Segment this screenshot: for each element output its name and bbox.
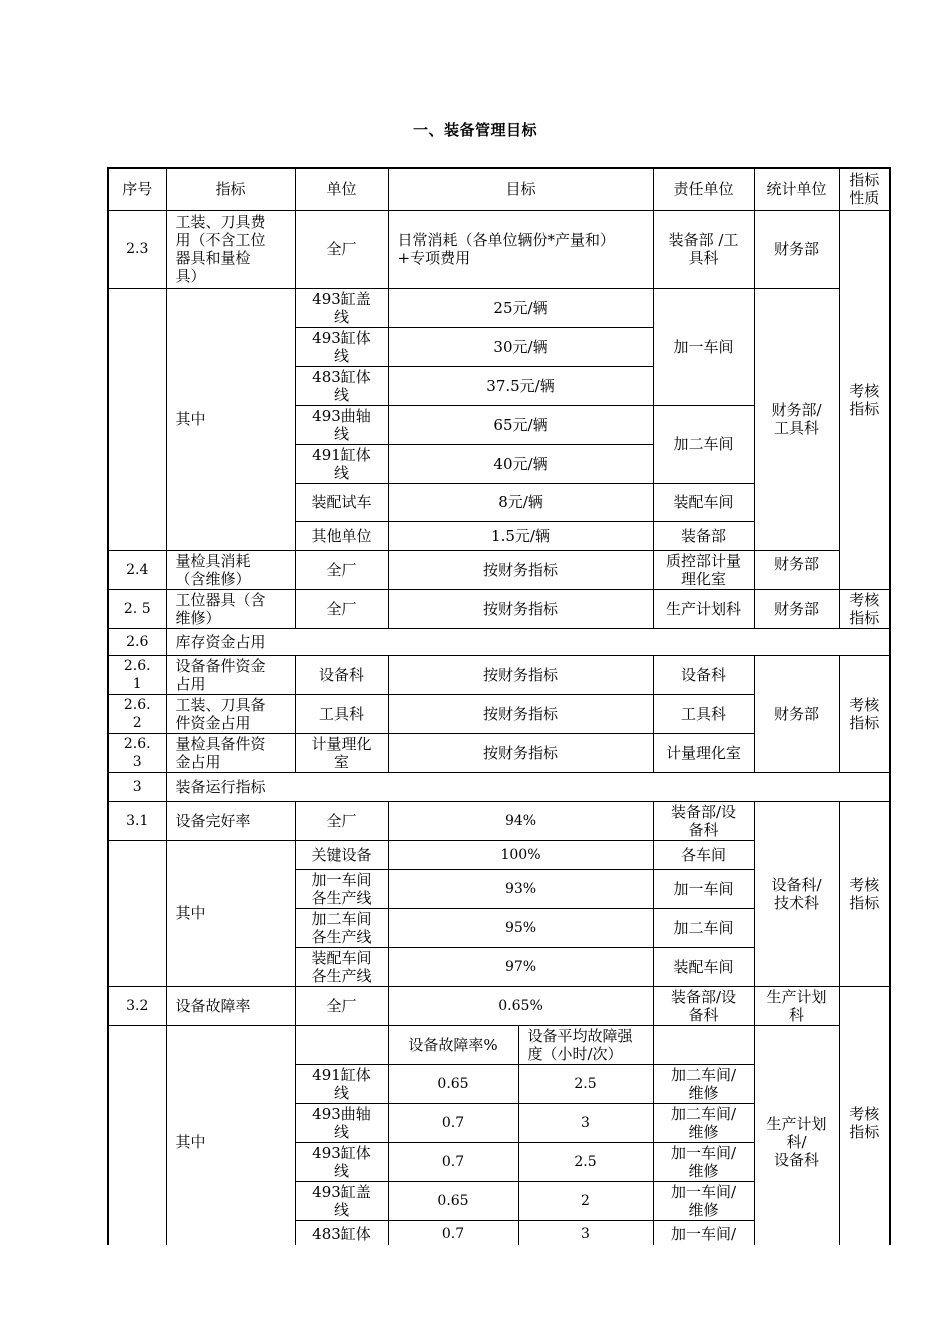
responsible-cell: 各车间	[653, 840, 754, 869]
section-row	[109, 628, 889, 655]
unit-cell: 全厂	[295, 986, 388, 1025]
stat-unit-cell: 财务部	[754, 589, 839, 628]
target-cell: 100%	[388, 840, 653, 869]
target-cell: 40元/辆	[388, 444, 653, 483]
fault-rate-cell: 0.65	[388, 1181, 518, 1220]
fault-intensity-cell: 3	[518, 1103, 653, 1142]
responsible-cell: 加一车间/	[653, 1220, 754, 1245]
nature-cell: 考核 指标	[839, 655, 889, 772]
header-target: 目标	[388, 169, 653, 210]
target-cell: 按财务指标	[388, 589, 653, 628]
header-responsible: 责任单位	[653, 169, 754, 210]
header-seq: 序号	[109, 169, 166, 210]
unit-cell: 关键设备	[295, 840, 388, 869]
nature-cell: 考核 指标	[839, 986, 889, 1245]
stat-unit-cell: 生产计划 科	[754, 986, 839, 1025]
unit-cell: 其他单位	[295, 521, 388, 550]
seq-cell: 3.1	[109, 801, 166, 840]
target-cell: 94%	[388, 801, 653, 840]
unit-cell: 设备科	[295, 655, 388, 694]
responsible-cell: 设备科	[653, 655, 754, 694]
target-cell: 8元/辆	[388, 483, 653, 521]
unit-cell: 装配车间 各生产线	[295, 947, 388, 986]
indicator-cell: 设备完好率	[166, 801, 295, 840]
responsible-cell	[653, 1025, 754, 1064]
unit-cell: 加二车间 各生产线	[295, 908, 388, 947]
fault-intensity-cell: 2.5	[518, 1064, 653, 1103]
fault-rate-cell: 0.7	[388, 1220, 518, 1245]
indicator-cell: 其中	[166, 840, 295, 986]
table-row	[109, 210, 889, 288]
indicator-cell: 设备故障率	[166, 986, 295, 1025]
unit-cell: 491缸体 线	[295, 1064, 388, 1103]
unit-cell: 加一车间 各生产线	[295, 869, 388, 908]
unit-cell: 493缸盖 线	[295, 1181, 388, 1220]
seq-cell	[109, 288, 166, 550]
header-unit: 单位	[295, 169, 388, 210]
indicator-cell: 工位器具（含 维修）	[166, 589, 295, 628]
responsible-cell: 工具科	[653, 694, 754, 733]
table-row	[109, 801, 889, 840]
header-nature: 指标 性质	[839, 169, 889, 210]
unit-cell: 493曲轴 线	[295, 405, 388, 444]
seq-cell: 2.6. 2	[109, 694, 166, 733]
fault-rate-cell: 0.7	[388, 1103, 518, 1142]
responsible-cell: 装备部/设 备科	[653, 986, 754, 1025]
unit-cell: 工具科	[295, 694, 388, 733]
page-title: 一、装备管理目标	[412, 121, 537, 139]
header-indicator: 指标	[166, 169, 295, 210]
seq-cell: 2.6	[109, 628, 166, 655]
indicator-cell: 其中	[166, 1025, 295, 1245]
unit-cell: 483缸体	[295, 1220, 388, 1245]
seq-cell: 2.4	[109, 550, 166, 589]
table-row	[109, 1025, 889, 1064]
unit-cell: 全厂	[295, 550, 388, 589]
responsible-cell: 加二车间	[653, 405, 754, 483]
target-cell: 95%	[388, 908, 653, 947]
unit-cell: 491缸体 线	[295, 444, 388, 483]
target-cell: 按财务指标	[388, 733, 653, 772]
indicator-cell: 量检具消耗 （含维修）	[166, 550, 295, 589]
indicator-cell: 设备备件资金 占用	[166, 655, 295, 694]
fault-intensity-cell: 3	[518, 1220, 653, 1245]
responsible-cell: 加一车间	[653, 288, 754, 405]
nature-cell: 考核 指标	[839, 210, 889, 589]
responsible-cell: 质控部计量 理化室	[653, 550, 754, 589]
seq-cell: 3	[109, 772, 166, 801]
nature-cell: 考核 指标	[839, 801, 889, 986]
target-cell: 按财务指标	[388, 694, 653, 733]
unit-cell: 全厂	[295, 210, 388, 288]
stat-unit-cell: 财务部	[754, 550, 839, 589]
unit-cell: 装配试车	[295, 483, 388, 521]
responsible-cell: 装备部 /工 具科	[653, 210, 754, 288]
target-cell: 按财务指标	[388, 550, 653, 589]
seq-cell: 2.3	[109, 210, 166, 288]
seq-cell	[109, 1025, 166, 1245]
target-cell: 65元/辆	[388, 405, 653, 444]
table-row	[109, 986, 889, 1025]
unit-cell: 全厂	[295, 801, 388, 840]
section-label: 库存资金占用	[166, 628, 889, 655]
unit-cell: 483缸体 线	[295, 366, 388, 405]
section-label: 装备运行指标	[166, 772, 889, 801]
responsible-cell: 加一车间	[653, 869, 754, 908]
target-cell: 0.65%	[388, 986, 653, 1025]
targets-table	[107, 167, 891, 1245]
seq-cell: 3.2	[109, 986, 166, 1025]
responsible-cell: 加一车间/ 维修	[653, 1181, 754, 1220]
subheader-fault-intensity: 设备平均故障强 度（小时/次）	[518, 1025, 653, 1064]
fault-rate-cell: 0.7	[388, 1142, 518, 1181]
table-row	[109, 288, 889, 327]
responsible-cell: 装配车间	[653, 947, 754, 986]
table-row	[109, 589, 889, 628]
unit-cell: 493曲轴 线	[295, 1103, 388, 1142]
stat-unit-cell: 财务部	[754, 655, 839, 772]
unit-cell: 493缸体 线	[295, 1142, 388, 1181]
indicator-cell: 量检具备件资 金占用	[166, 733, 295, 772]
nature-cell: 考核 指标	[839, 589, 889, 628]
stat-unit-cell: 财务部/ 工具科	[754, 288, 839, 550]
indicator-cell: 工装、刀具备 件资金占用	[166, 694, 295, 733]
responsible-cell: 计量理化室	[653, 733, 754, 772]
target-cell: 93%	[388, 869, 653, 908]
subheader-fault-rate: 设备故障率%	[388, 1025, 518, 1064]
responsible-cell: 装备部	[653, 521, 754, 550]
fault-intensity-cell: 2	[518, 1181, 653, 1220]
unit-cell	[295, 1025, 388, 1064]
target-cell: 25元/辆	[388, 288, 653, 327]
section-row	[109, 772, 889, 801]
unit-cell: 493缸体 线	[295, 327, 388, 366]
fault-intensity-cell: 2.5	[518, 1142, 653, 1181]
target-cell: 按财务指标	[388, 655, 653, 694]
responsible-cell: 加二车间	[653, 908, 754, 947]
stat-unit-cell: 生产计划 科/ 设备科	[754, 1025, 839, 1245]
seq-cell: 2. 5	[109, 589, 166, 628]
unit-cell: 493缸盖 线	[295, 288, 388, 327]
responsible-cell: 加二车间/ 维修	[653, 1064, 754, 1103]
indicator-cell: 其中	[166, 288, 295, 550]
stat-unit-cell: 财务部	[754, 210, 839, 288]
seq-cell	[109, 840, 166, 986]
responsible-cell: 生产计划科	[653, 589, 754, 628]
table-row	[109, 550, 889, 589]
responsible-cell: 加一车间/ 维修	[653, 1142, 754, 1181]
responsible-cell: 装配车间	[653, 483, 754, 521]
seq-cell: 2.6. 3	[109, 733, 166, 772]
fault-rate-cell: 0.65	[388, 1064, 518, 1103]
target-cell: 1.5元/辆	[388, 521, 653, 550]
header-row	[109, 169, 889, 210]
header-stat-unit: 统计单位	[754, 169, 839, 210]
indicator-cell: 工装、刀具费 用（不含工位 器具和量检 具）	[166, 210, 295, 288]
seq-cell: 2.6. 1	[109, 655, 166, 694]
target-cell: 37.5元/辆	[388, 366, 653, 405]
unit-cell: 计量理化 室	[295, 733, 388, 772]
unit-cell: 全厂	[295, 589, 388, 628]
responsible-cell: 加二车间/ 维修	[653, 1103, 754, 1142]
target-cell: 97%	[388, 947, 653, 986]
target-cell: 30元/辆	[388, 327, 653, 366]
stat-unit-cell: 设备科/ 技术科	[754, 801, 839, 986]
responsible-cell: 装备部/设 备科	[653, 801, 754, 840]
target-cell: 日常消耗（各单位辆份*产量和） +专项费用	[388, 210, 653, 288]
table-row	[109, 655, 889, 694]
